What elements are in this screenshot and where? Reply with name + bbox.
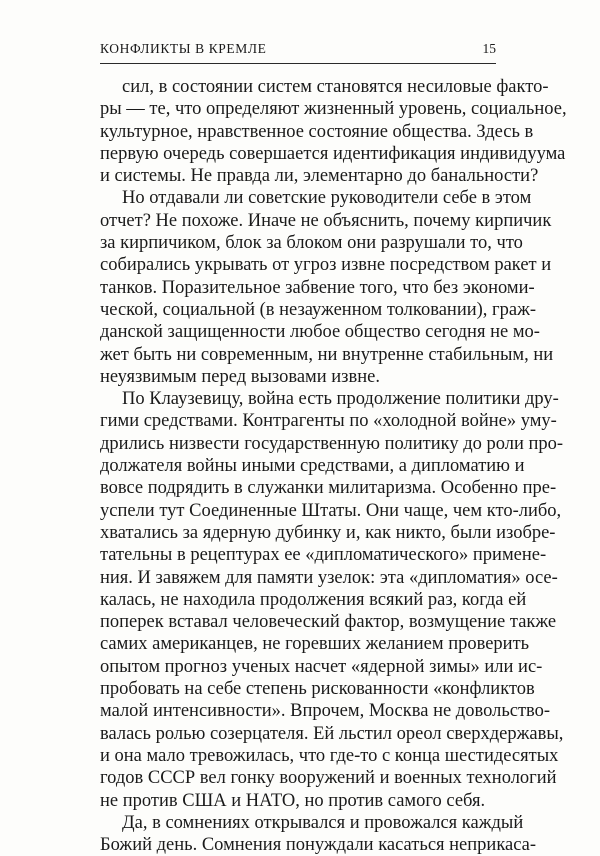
text-line: сил, в состоянии систем становятся несиловые факто- (122, 77, 549, 97)
body-text (100, 76, 567, 856)
running-header (100, 41, 496, 57)
paragraph (100, 187, 554, 388)
paragraph (100, 812, 537, 856)
text-line: пробовать на себе степень рискованности «конфликтов (100, 679, 535, 700)
text-line: малой интенсивности». Впрочем, Москва не довольство- (100, 701, 551, 722)
running-title: КОНФЛИКТЫ В КРЕМЛЕ (100, 41, 267, 56)
text-line: По Клаузевицу, война есть продолжение политики дру- (122, 389, 559, 410)
text-line: поперек вставал человеческий фактор, возмущение также (100, 612, 557, 633)
text-line: за кирпичиком, блок за блоком они разрушали то, что (100, 233, 523, 254)
page-number: 15 (482, 41, 496, 56)
text-line: вовсе подрядить в служанки милитаризма. Особенно пре- (100, 478, 557, 499)
text-line: должателя войны иными средствами, а дипломатию и (100, 456, 525, 477)
paragraph (100, 388, 564, 812)
text-line: жет быть ни современным, ни внутренне стабильным, ни (100, 344, 554, 365)
text-line: и она мало тревожилась, что где-то с конца шестидесятых (100, 745, 559, 766)
text-line: не против США и НАТО, но против самого себя. (100, 790, 486, 811)
text-line: неуязвимым перед вызовами извне. (100, 366, 380, 387)
text-line: отчет? Не похоже. Иначе не объяснить, почему кирпичик (100, 210, 552, 231)
paragraph (100, 76, 567, 187)
text-line: Божий день. Сомнения понуждали касаться неприкаса- (100, 835, 537, 856)
text-line: дрились низвести государственную политику до роли про- (100, 433, 564, 454)
text-line: Но отдавали ли советские руководители себе в этом (122, 188, 532, 209)
text-line: и системы. Не правда ли, элементарно до банальности? (100, 166, 539, 187)
text-line: собирались укрывать от угроз извне посредством ракет и (100, 255, 552, 276)
text-line: хватались за ядерную дубинку и, как никто, были изобре- (100, 522, 556, 543)
text-line: валась ролью созерцателя. Ей льстил ореол сверхдержавы, (100, 723, 564, 744)
text-line: успели тут Соединенные Штаты. Они чаще, чем кто-либо, (100, 500, 562, 521)
text-line: данской защищенности любое общество сегодня не мо- (100, 322, 540, 343)
text-line: калась, не находила продолжения всякий раз, когда ей (100, 589, 527, 610)
text-line: ческой, социальной (в незауженном толковании), граж- (100, 299, 537, 320)
text-line: ры — те, что определяют жизненный уровень, социальное, (100, 99, 567, 120)
text-line: годов СССР вел гонку вооружений и военных технологий (100, 768, 557, 789)
text-line: ния. И завяжем для памяти узелок: эта «дипломатия» осе- (100, 567, 558, 588)
text-line: тательны в рецептурах ее «дипломатического» примене- (100, 545, 547, 566)
text-line: Да, в сомнениях открывался и провожался каждый (122, 812, 524, 833)
text-line: гими средствами. Контрагенты по «холодной войне» уму- (100, 411, 557, 432)
header-rule (100, 63, 496, 64)
text-line: опытом прогноз ученых насчет «ядерной зимы» или ис- (100, 656, 543, 677)
text-line: танков. Поразительное забвение того, что без экономи- (100, 277, 535, 298)
text-line: культурное, нравственное состояние общества. Здесь в (100, 121, 534, 142)
text-line: самих американцев, не горевших желанием проверить (100, 634, 530, 655)
text-line: первую очередь совершается идентификация индивидуума (100, 143, 566, 164)
